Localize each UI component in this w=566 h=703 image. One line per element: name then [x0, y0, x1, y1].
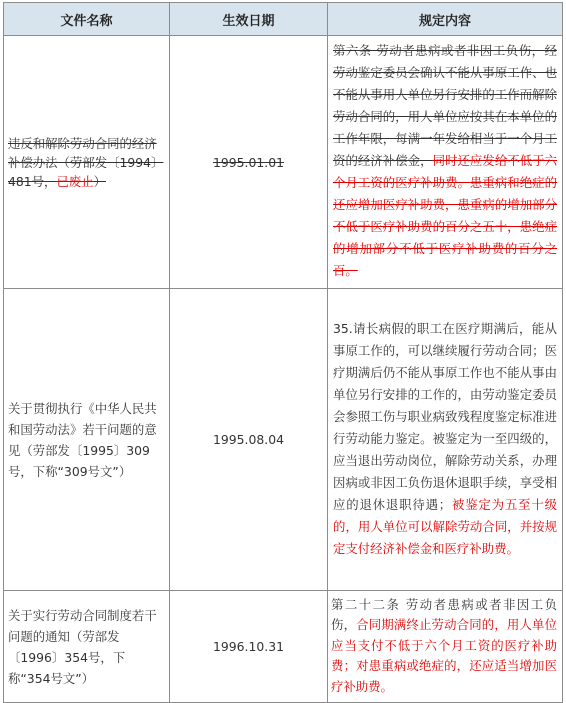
- provision-highlight: 被鉴定为五至十级的，用人单位可以解除劳动合同，并按规定支付经济补偿金和医疗补助费。: [333, 496, 558, 556]
- file-name-text: 关于贯彻执行《中华人民共和国劳动法》若干问题的意见（劳部发〔1995〕309号，下称“309号文”）: [8, 400, 157, 479]
- header-file-name: 文件名称: [4, 3, 170, 36]
- provision-cell: [328, 36, 563, 289]
- provision-cell: [328, 289, 563, 591]
- table-row: [4, 591, 563, 703]
- provision-text: 第六条 劳动者患病或者非因工负伤，经劳动鉴定委员会确认不能从事原工作、也不能从事用人单位另行安排的工作而解除劳动合同的，用人单位应按其在本单位的工作年限，每满一年发给相当于一个月工资的经济补偿金，: [333, 43, 557, 168]
- effective-date-cell: [170, 36, 328, 289]
- provision-cell: [328, 591, 563, 703]
- table-row: [4, 289, 563, 591]
- effective-date-cell: [170, 591, 328, 703]
- effective-date: 1995.08.04: [213, 432, 284, 447]
- regulation-table: [3, 2, 563, 703]
- provision-highlight: 同时还应发给不低于六个月工资的医疗补助费。患重病和绝症的还应增加医疗补助费，患重病的增加部分不低于医疗补助费的百分之五十，患绝症的增加部分不低于医疗补助费的百分之百。: [333, 153, 558, 278]
- file-name-cell: [4, 289, 170, 591]
- provision-text: 35.请长病假的职工在医疗期满后，能从事原工作的，可以继续履行劳动合同；医疗期满后仍不能从事原工作也不能从事由单位另行安排的工作的，由劳动鉴定委员会参照工伤与职业病致残程度鉴定标准进行劳动能力鉴定。被鉴定为一至四级的，应当退出劳动岗位，解除劳动关系，办理因病或非因工负伤退休退职手续，享受相应的退休退职待遇；: [333, 320, 557, 512]
- header-effective-date: 生效日期: [170, 3, 328, 36]
- table-row: [4, 36, 563, 289]
- file-name-cell: [4, 591, 170, 703]
- abolished-label: 已废止: [56, 173, 94, 189]
- effective-date: 1996.10.31: [213, 639, 284, 654]
- file-name-end: ）: [93, 173, 106, 189]
- file-name-text: 违反和解除劳动合同的经济补偿办法（劳部发〔1994〕481号，: [8, 135, 164, 189]
- table-header-row: [4, 3, 563, 36]
- effective-date: 1995.01.01: [213, 154, 284, 170]
- provision-text: 第二十二条 劳动者患病或者非因工负伤，: [331, 596, 557, 633]
- effective-date-cell: [170, 289, 328, 591]
- file-name-text: 关于实行劳动合同制度若干问题的通知（劳部发〔1996〕354号，下称“354号文”）: [8, 607, 157, 686]
- provision-highlight: 合同期满终止劳动合同的，用人单位应当支付不低于六个月工资的医疗补助费；对患重病或绝症的，还应适当增加医疗补助费。: [331, 617, 558, 694]
- file-name-cell: [4, 36, 170, 289]
- header-provisions: 规定内容: [328, 3, 563, 36]
